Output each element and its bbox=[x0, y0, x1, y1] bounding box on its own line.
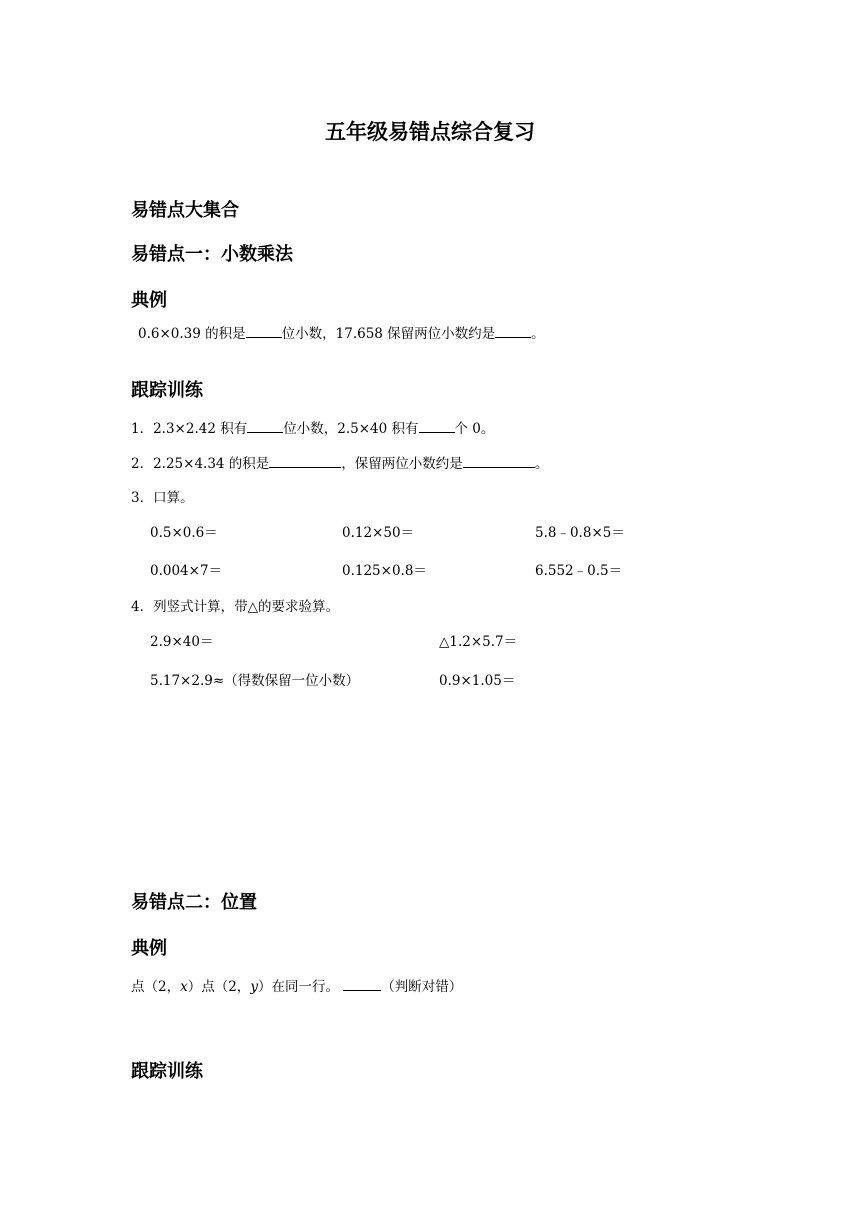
answer-blank bbox=[269, 453, 341, 468]
answer-blank bbox=[463, 453, 535, 468]
answer-blank bbox=[246, 323, 282, 338]
answer-blank bbox=[419, 418, 455, 433]
vertical-item: 0.9×1.05＝ bbox=[439, 673, 516, 689]
oral-item: 5.8﹣0.8×5＝ bbox=[535, 525, 625, 541]
point1-example-text: 0.6×0.39 的积是 位小数，17.658 保留两位小数约是 。 bbox=[138, 322, 545, 342]
vertical-item: 2.9×40＝ bbox=[150, 634, 214, 650]
answer-blank bbox=[247, 418, 283, 433]
vertical-item: △1.2×5.7＝ bbox=[439, 634, 518, 650]
point2-example-text: 点（2，x）点（2，y）在同一行。 （判断对错） bbox=[131, 975, 462, 995]
oral-item: 6.552﹣0.5＝ bbox=[535, 563, 623, 579]
question-4: 4．列竖式计算，带△的要求验算。 bbox=[131, 599, 339, 615]
point2-heading: 易错点二：位置 bbox=[131, 892, 257, 913]
page-title: 五年级易错点综合复习 bbox=[325, 119, 535, 144]
point2-training-label: 跟踪训练 bbox=[131, 1061, 203, 1082]
point1-example-label: 典例 bbox=[131, 290, 167, 311]
oral-item: 0.125×0.8＝ bbox=[342, 563, 427, 579]
oral-item: 0.12×50＝ bbox=[342, 525, 415, 541]
question-2: 2．2.25×4.34 的积是 ，保留两位小数约是 。 bbox=[131, 452, 548, 472]
question-1: 1．2.3×2.42 积有 位小数，2.5×40 积有 个 0。 bbox=[131, 417, 494, 437]
question-3: 3．口算。 bbox=[131, 490, 194, 506]
point2-example-label: 典例 bbox=[131, 938, 167, 959]
answer-blank bbox=[495, 323, 531, 338]
oral-item: 0.5×0.6＝ bbox=[150, 525, 218, 541]
answer-blank bbox=[343, 976, 381, 991]
vertical-item: 5.17×2.9≈（得数保留一位小数） bbox=[150, 673, 360, 689]
point1-heading: 易错点一：小数乘法 bbox=[131, 244, 293, 265]
section-main-heading: 易错点大集合 bbox=[131, 200, 239, 221]
point1-training-label: 跟踪训练 bbox=[131, 380, 203, 401]
oral-item: 0.004×7＝ bbox=[150, 563, 223, 579]
